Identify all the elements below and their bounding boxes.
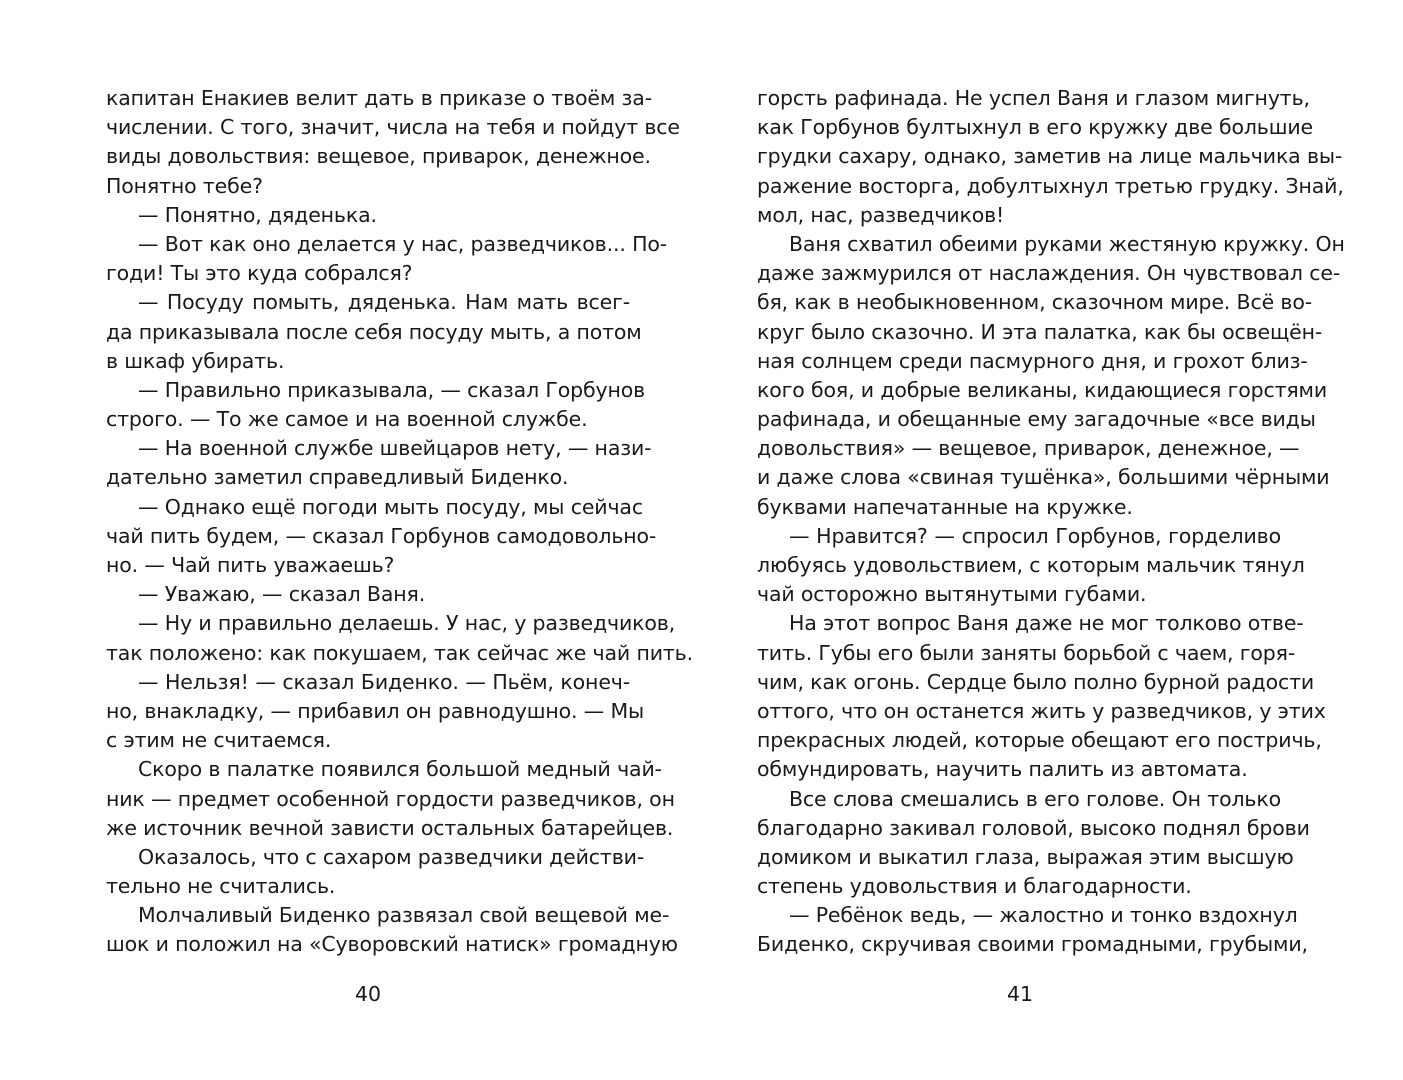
text-line: — Однако ещё погоди мыть посуду, мы сейчас: [138, 494, 643, 519]
text-line: довольствия» — вещевое, приварок, денежное, —: [757, 436, 1300, 461]
text-line: степень удовольствия и благодарности.: [757, 874, 1192, 899]
text-line: как Горбунов бултыхнул в его кружку две большие: [757, 115, 1313, 140]
text-line: обмундировать, научить палить из автомата.: [757, 757, 1248, 782]
text-line: круг было сказочно. И эта палатка, как бы освещён-: [757, 319, 1323, 344]
text-line: да приказывала после себя посуду мыть, а потом: [106, 319, 642, 344]
text-line: Молчаливый Биденко развязал свой вещевой ме-: [138, 903, 670, 928]
text-line: оттого, что он останется жить у разведчиков, у этих: [757, 698, 1326, 723]
text-line: Скоро в палатке появился большой медный чай-: [138, 757, 662, 782]
text-line: но, внакладку, — прибавил он равнодушно. — Мы: [106, 698, 645, 723]
text-line: домиком и выкатил глаза, выражая этим высшую: [757, 844, 1294, 869]
text-line: тить. Губы его были заняты борьбой с чаем, горя-: [757, 640, 1296, 665]
text-line: На этот вопрос Ваня даже не мог толково отве-: [789, 611, 1304, 636]
right-page-number: 41: [1006, 982, 1034, 1006]
text-line: благодарно закивал головой, высоко поднял брови: [757, 815, 1310, 840]
text-line: буквами напечатанные на кружке.: [757, 494, 1133, 519]
text-line: Оказалось, что с сахаром разведчики действи-: [138, 844, 645, 869]
text-line: но. — Чай пить уважаешь?: [106, 553, 395, 577]
text-line: ражение восторга, добултыхнул третью грудку. Знай,: [757, 173, 1344, 198]
text-line: ник — предмет особенной гордости разведчиков, он: [106, 786, 675, 811]
text-line: — Ну и правильно делаешь. У нас, у разведчиков,: [138, 611, 676, 636]
text-line: дательно заметил справедливый Биденко.: [106, 465, 569, 490]
text-line: рафинада, и обещанные ему загадочные «все виды: [757, 407, 1316, 432]
text-line: — Посуду помыть, дяденька. Нам мать всег-: [138, 290, 630, 315]
text-line: — Уважаю, — сказал Ваня.: [138, 582, 426, 607]
text-line: виды довольствия: вещевое, приварок, денежное.: [106, 144, 651, 169]
text-line: — Ребёнок ведь, — жалостно и тонко вздохнул: [789, 903, 1298, 928]
text-line: Биденко, скручивая своими громадными, грубыми,: [757, 932, 1308, 957]
text-line: в шкаф убирать.: [106, 348, 285, 373]
text-line: и даже слова «свиная тушёнка», большими чёрными: [757, 465, 1330, 490]
text-line: — На военной службе швейцаров нету, — нази-: [138, 436, 652, 461]
text-line: горсть рафинада. Не успел Ваня и глазом мигнуть,: [757, 86, 1310, 110]
text-line: — Вот как оно делается у нас, разведчиков... По-: [138, 231, 667, 256]
text-line: тельно не считались.: [106, 874, 336, 899]
text-line: прекрасных людей, которые обещают его постричь,: [757, 728, 1322, 753]
text-line: — Нравится? — спросил Горбунов, горделиво: [789, 523, 1281, 548]
text-line: — Нельзя! — сказал Биденко. — Пьём, конеч-: [138, 669, 630, 694]
text-line: чай пить будем, — сказал Горбунов самодовольно-: [106, 523, 657, 548]
text-line: чим, как огонь. Сердце было полно бурной радости: [757, 669, 1315, 694]
text-line: — Правильно приказывала, — сказал Горбунов: [138, 377, 646, 402]
text-line: любуясь удовольствием, с которым мальчик тянул: [757, 553, 1305, 577]
text-line: — Понятно, дяденька.: [138, 202, 377, 227]
right-page-text: [757, 84, 1345, 960]
text-line: строго. — То же самое и на военной службе.: [106, 407, 588, 432]
left-page-text: [106, 84, 693, 960]
text-line: шок и положил на «Суворовский натиск» громадную: [106, 932, 678, 957]
text-line: ная солнцем среди пасмурного дня, и грохот близ-: [757, 348, 1308, 373]
text-line: годи! Ты это куда собрался?: [106, 261, 413, 286]
left-page-number: 40: [354, 982, 382, 1006]
text-line: кого боя, и добрые великаны, кидающиеся горстями: [757, 377, 1328, 402]
text-line: так положено: как покушаем, так сейчас же чай пить.: [106, 640, 693, 665]
text-line: бя, как в необыкновенном, сказочном мире. Всё во-: [757, 290, 1312, 315]
text-line: Ваня схватил обеими руками жестяную кружку. Он: [789, 231, 1345, 256]
text-line: же источник вечной зависти остальных батарейцев.: [106, 815, 674, 840]
text-line: капитан Енакиев велит дать в приказе о твоём за-: [106, 86, 652, 110]
text-line: мол, нас, разведчиков!: [757, 202, 1005, 227]
text-line: чай осторожно вытянутыми губами.: [757, 582, 1147, 607]
text-line: Понятно тебе?: [106, 173, 263, 198]
text-line: Все слова смешались в его голове. Он только: [789, 786, 1281, 811]
text-line: с этим не считаемся.: [106, 728, 332, 753]
text-line: даже зажмурился от наслаждения. Он чувствовал се-: [757, 261, 1341, 286]
text-line: числении. С того, значит, числа на тебя и пойдут все: [106, 115, 680, 140]
text-line: грудки сахару, однако, заметив на лице мальчика вы-: [757, 144, 1343, 169]
